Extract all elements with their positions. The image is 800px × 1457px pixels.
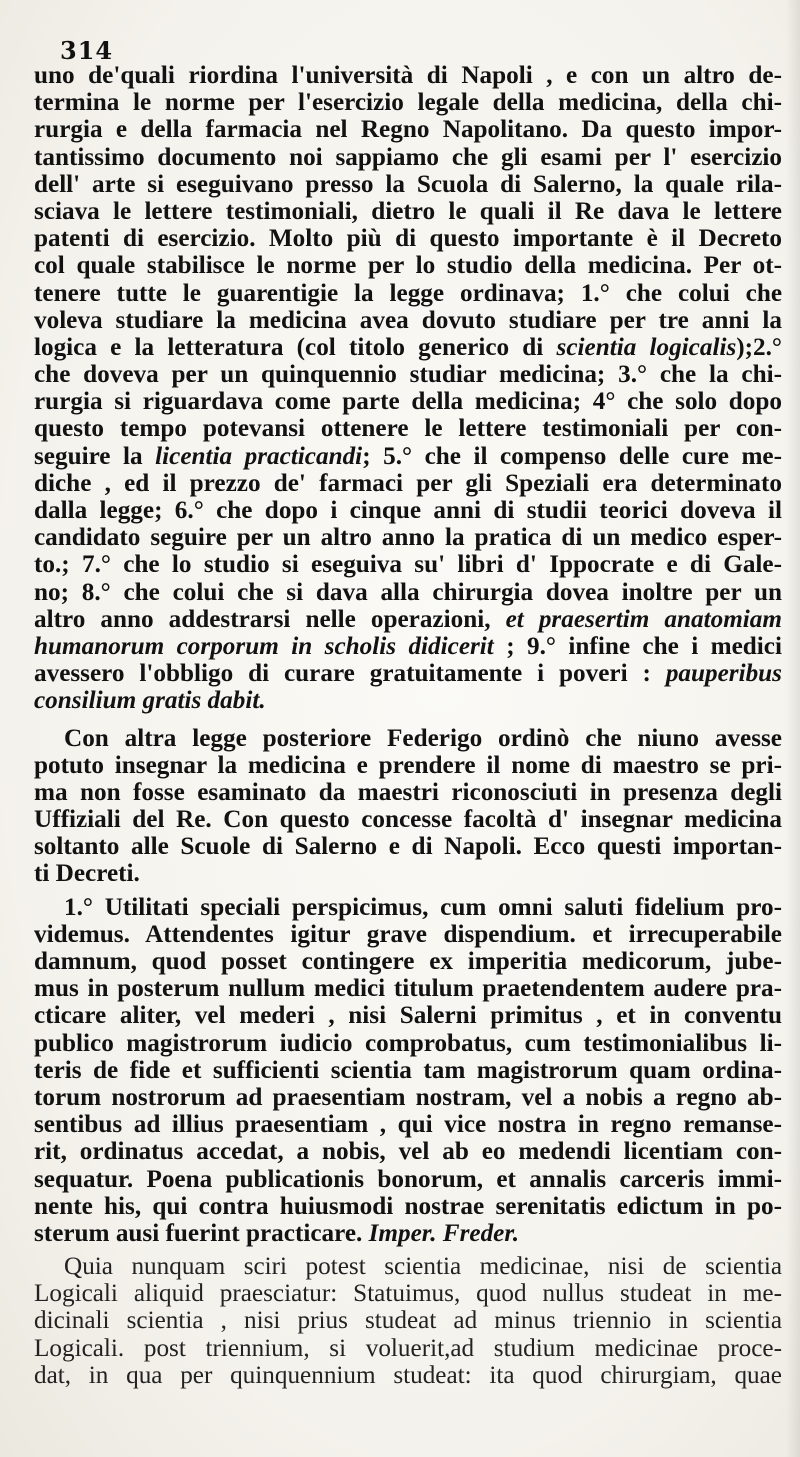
text-line (34, 948, 782, 975)
text-line (34, 470, 782, 497)
paragraph-latin-decree (34, 894, 782, 1247)
text-line (34, 415, 782, 442)
text-run: sciava le lettere testimoniali, dietro le quali il Re dava le lettere (34, 197, 782, 225)
text-line (34, 660, 782, 687)
text-run: Logicali. post triennium, si voluerit,ad studium medicinae proce- (34, 1334, 782, 1362)
text-run: torum nostrorum ad praesentiam nostram, vel a nobis a regno ab- (34, 1083, 782, 1111)
page-number: 314 (60, 36, 114, 65)
text-line (34, 1166, 782, 1193)
text-run: ; 9.° infine che i medici (493, 632, 782, 660)
paragraph-latin-logic (34, 1253, 782, 1389)
text-run: avessero l'obbligo di curare gratuitamente i poveri : (34, 660, 666, 688)
text-line (34, 1002, 782, 1029)
text-line (34, 116, 782, 143)
text-run: );2.° (736, 333, 782, 361)
text-line (34, 894, 782, 921)
text-line (34, 388, 782, 415)
text-run: Uffiziali del Re. Con questo concesse facoltà d' insegnar medicina (34, 806, 782, 834)
text-run: ti Decreti. (34, 860, 140, 888)
text-run: Quia nunquam sciri potest scientia medicinae, nisi de scientia (64, 1253, 782, 1281)
text-line (34, 833, 782, 860)
text-run: sequatur. Poena publicationis bonorum, et annalis carceris immi- (34, 1165, 782, 1193)
text-run: sterum ausi fuerint practicare. (34, 1219, 369, 1247)
text-run: tenere tutte le guarentigie la legge ordinava; 1.° che colui che (34, 279, 782, 307)
text-run: seguire la (34, 442, 156, 470)
text-line (34, 1280, 782, 1307)
text-line (34, 1030, 782, 1057)
italic-run: pauperibus (665, 660, 782, 688)
text-run: damnum, quod posset contingere ex imperitia medicorum, jube- (34, 948, 782, 975)
text-run: questo tempo potevansi ottenere le lettere testimoniali per con- (34, 415, 782, 443)
text-line (34, 860, 782, 887)
text-line (34, 524, 782, 551)
text-run: rurgia si riguardava come parte della medicina; 4° che solo dopo (34, 388, 782, 416)
text-run: publico magistrorum iudicio comprobatus, cum testimonialibus li- (34, 1029, 782, 1057)
italic-run: licentia practicandi (155, 442, 363, 470)
text-line (34, 280, 782, 307)
italic-run: scientia logicalis (556, 333, 737, 361)
text-run: rit, ordinatus accedat, a nobis, vel ab eo medendi licentiam con- (34, 1138, 782, 1166)
text-line (34, 198, 782, 225)
text-run: ma non fosse esaminato da maestri riconosciuti in presenza degli (34, 778, 782, 806)
text-run: logica e la letteratura (col titolo generico di (34, 333, 557, 361)
text-line (34, 1253, 782, 1280)
text-run: col quale stabilisce le norme per lo studio della medicina. Per ot- (34, 252, 782, 280)
text-run: uno de'quali riordina l'università di Napoli , e con un altro de- (34, 62, 782, 89)
text-run: nente his, qui contra huiusmodi nostrae serenitatis edictum in po- (34, 1192, 782, 1220)
text-line (34, 252, 782, 279)
text-line (34, 1057, 782, 1084)
text-line (34, 633, 782, 660)
text-line (34, 921, 782, 948)
text-line (34, 779, 782, 806)
text-run: teris de fide et sufficienti scientia tam magistrorum quam ordina- (34, 1056, 782, 1084)
text-run: candidato seguire per un altro anno la pratica di un medico esper- (34, 524, 782, 552)
text-run: Logicali aliquid praesciatur: Statuimus, quod nullus studeat in me- (34, 1280, 782, 1308)
paragraph-later-law (34, 725, 782, 888)
text-run: potuto insegnar la medicina e prendere il nome di maestro se pri- (34, 751, 782, 779)
text-run: Con altra legge posteriore Federigo ordinò che niuno avesse (64, 724, 782, 752)
text-line (34, 89, 782, 116)
text-run: tantissimo documento noi sappiamo che gli esami per l' esercizio (34, 143, 782, 171)
text-line (34, 334, 782, 361)
text-run: rurgia e della farmacia nel Regno Napolitano. Da questo impor- (34, 116, 782, 144)
text-run: patenti di esercizio. Molto più di questo importante è il Decreto (34, 225, 782, 253)
text-line (34, 1138, 782, 1165)
text-line (34, 579, 782, 606)
text-line (34, 1220, 782, 1247)
text-run: voleva studiare la medicina avea dovuto studiare per tre anni la (34, 306, 782, 334)
text-line (34, 171, 782, 198)
text-line (34, 62, 782, 89)
text-run: dicinali scientia , nisi prius studeat ad minus triennio in scientia (34, 1307, 782, 1335)
text-line (34, 725, 782, 752)
text-run: 1.° Utilitati speciali perspicimus, cum omni saluti fidelium pro- (64, 893, 782, 921)
text-run: che doveva per un quinquennio studiar medicina; 3.° che la chi- (34, 361, 782, 389)
page-edge-shadow (786, 0, 800, 1457)
text-line (34, 1084, 782, 1111)
text-run: dell' arte si eseguivano presso la Scuola di Salerno, la quale rila- (34, 170, 782, 198)
text-line (34, 497, 782, 524)
text-run: soltanto alle Scuole di Salerno e di Napoli. Ecco questi importan- (34, 833, 782, 861)
text-run: sentibus ad illius praesentiam , qui vice nostra in regno remanse- (34, 1111, 782, 1139)
text-run: dalla legge; 6.° che dopo i cinque anni di studii teorici doveva il (34, 497, 782, 524)
text-run: diche , ed il prezzo de' farmaci per gli Speziali era determinato (34, 469, 782, 497)
text-line (34, 606, 782, 633)
text-line (34, 1307, 782, 1334)
text-line (34, 975, 782, 1002)
text-run: dat, in qua per quinquennium studeat: ita quod chirurgiam, quae (34, 1361, 782, 1389)
italic-run: consilium gratis dabit. (34, 687, 266, 715)
text-line (34, 687, 782, 714)
text-run: to.; 7.° che lo studio si eseguiva su' libri d' Ippocrate e di Gale- (34, 551, 782, 579)
paragraph-decree-summary (34, 62, 782, 715)
text-run: ; 5.° che il compenso delle cure me- (362, 442, 782, 470)
text-line (34, 1193, 782, 1220)
text-line (34, 144, 782, 171)
text-run: videmus. Attendentes igitur grave dispendium. et irrecuperabile (34, 920, 782, 948)
text-line (34, 225, 782, 252)
text-line (34, 752, 782, 779)
text-line (34, 806, 782, 833)
text-run: termina le norme per l'esercizio legale della medicina, della chi- (34, 89, 782, 117)
text-line (34, 443, 782, 470)
text-run: altro anno addestrarsi nelle operazioni, (34, 605, 506, 633)
italic-run: et praesertim anatomiam (505, 605, 782, 633)
text-run: cticare aliter, vel mederi , nisi Salerni primitus , et in conventu (34, 1002, 782, 1030)
italic-run: Imper. Freder. (368, 1219, 520, 1247)
text-line (34, 1111, 782, 1138)
text-line (34, 551, 782, 578)
text-line (34, 1335, 782, 1362)
italic-run: humanorum corporum in scholis didicerit (34, 632, 494, 660)
text-run: mus in posterum nullum medici titulum praetendentem audere pra- (34, 975, 782, 1003)
text-run: no; 8.° che colui che si dava alla chirurgia dovea inoltre per un (34, 578, 782, 606)
text-line (34, 1362, 782, 1389)
body-text (34, 62, 782, 1389)
text-line (34, 307, 782, 334)
text-line (34, 361, 782, 388)
